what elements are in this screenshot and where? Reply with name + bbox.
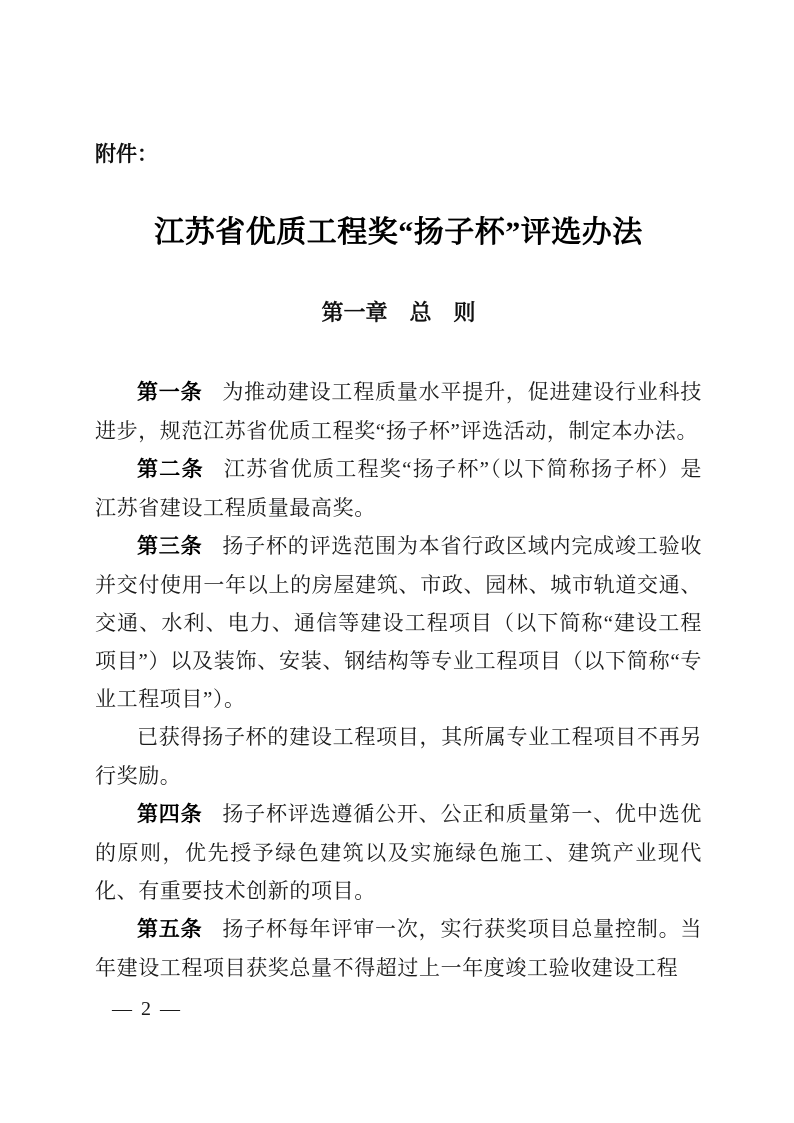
- paragraph: [95, 373, 702, 450]
- article-lead: 第二条: [137, 458, 204, 481]
- article-text: 扬子杯的评选范围为本省行政区域内完成竣工验收并交付使用一年以上的房屋建筑、市政、园林、城市轨道交通、交通、水利、电力、通信等建设工程项目（以下简称“建设工程项目”）以及装饰、安装、钢结构等专业工程项目（以下简称“专业工程项目”）。: [95, 534, 702, 711]
- document-body: [95, 373, 702, 987]
- article-lead: 第一条: [137, 381, 203, 404]
- paragraph: [95, 795, 702, 910]
- article-text: 已获得扬子杯的建设工程项目，其所属专业工程项目不再另行奖励。: [95, 725, 702, 788]
- article-text: 扬子杯每年评审一次，实行获奖项目总量控制。当年建设工程项目获奖总量不得超过上一年度竣工验收建设工程: [95, 917, 702, 980]
- paragraph: [95, 910, 702, 987]
- article-text: 江苏省优质工程奖“扬子杯”（以下简称扬子杯）是江苏省建设工程质量最高奖。: [95, 457, 702, 520]
- chapter-heading: 第一章 总 则: [321, 300, 476, 325]
- article-lead: 第三条: [137, 535, 203, 558]
- article-text: 为推动建设工程质量水平提升，促进建设行业科技进步，规范江苏省优质工程奖“扬子杯”评选活动，制定本办法。: [95, 380, 702, 443]
- article-lead: 第五条: [137, 918, 203, 941]
- paragraph: [95, 718, 702, 795]
- article-lead: 第四条: [137, 803, 203, 826]
- article-text: 扬子杯评选遵循公开、公正和质量第一、优中选优的原则，优先授予绿色建筑以及实施绿色施工、建筑产业现代化、有重要技术创新的项目。: [95, 802, 702, 903]
- page-number: — 2 —: [112, 998, 182, 1020]
- paragraph: [95, 527, 702, 718]
- paragraph: [95, 450, 702, 527]
- document-title: 江苏省优质工程奖“扬子杯”评选办法: [154, 216, 643, 249]
- attachment-label: 附件：: [95, 143, 158, 166]
